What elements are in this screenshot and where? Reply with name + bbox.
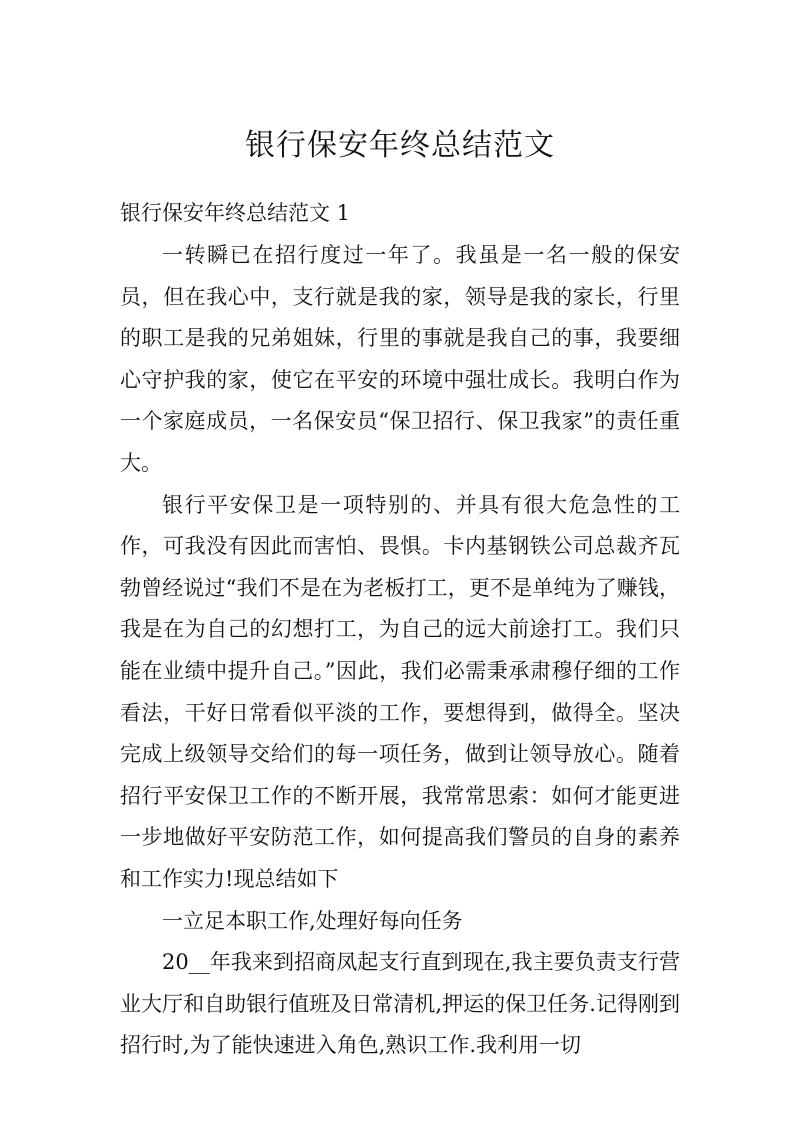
document-title: 银行保安年终总结范文	[245, 128, 555, 163]
paragraph-1: 一转瞬已在招行度过一年了。我虽是一名一般的保安员，但在我心中，支行就是我的家，领导是我的家长，行里的职工是我的兄弟姐妹，行里的事就是我自己的事，我要细心守护我的家，使它在平安的环境中强壮成长。我明白作为一个家庭成员，一名保安员“保卫招行、保卫我家”的责任重大。	[120, 243, 680, 475]
paragraph-2: 银行平安保卫是一项特别的、并具有很大危急性的工作，可我没有因此而害怕、畏惧。卡内基钢铁公司总裁齐瓦勃曾经说过“我们不是在为老板打工，更不是单纯为了赚钱，我是在为自己的幻想打工，为自己的远大前途打工。我们只能在业绩中提升自己。”因此，我们必需秉承肃穆仔细的工作看法，干好日常看似平淡的工作，要想得到，做得全。坚决完成上级领导交给们的每一项任务，做到让领导放心。随着招行平安保卫工作的不断开展，我常常思索：如何才能更进一步地做好平安防范工作，如何提高我们警员的自身的素养和工作实力!现总结如下	[120, 492, 680, 891]
paragraph-4: 20__年我来到招商凤起支行直到现在,我主要负责支行营业大厅和自助银行值班及日常清机,押运的保卫任务.记得刚到招行时,为了能快速进入角色,熟识工作.我利用一切	[120, 950, 680, 1058]
paragraph-3: 一立足本职工作,处理好每向任务	[162, 908, 463, 933]
document-body	[120, 235, 680, 1067]
document-subtitle: 银行保安年终总结范文 1	[120, 201, 351, 225]
